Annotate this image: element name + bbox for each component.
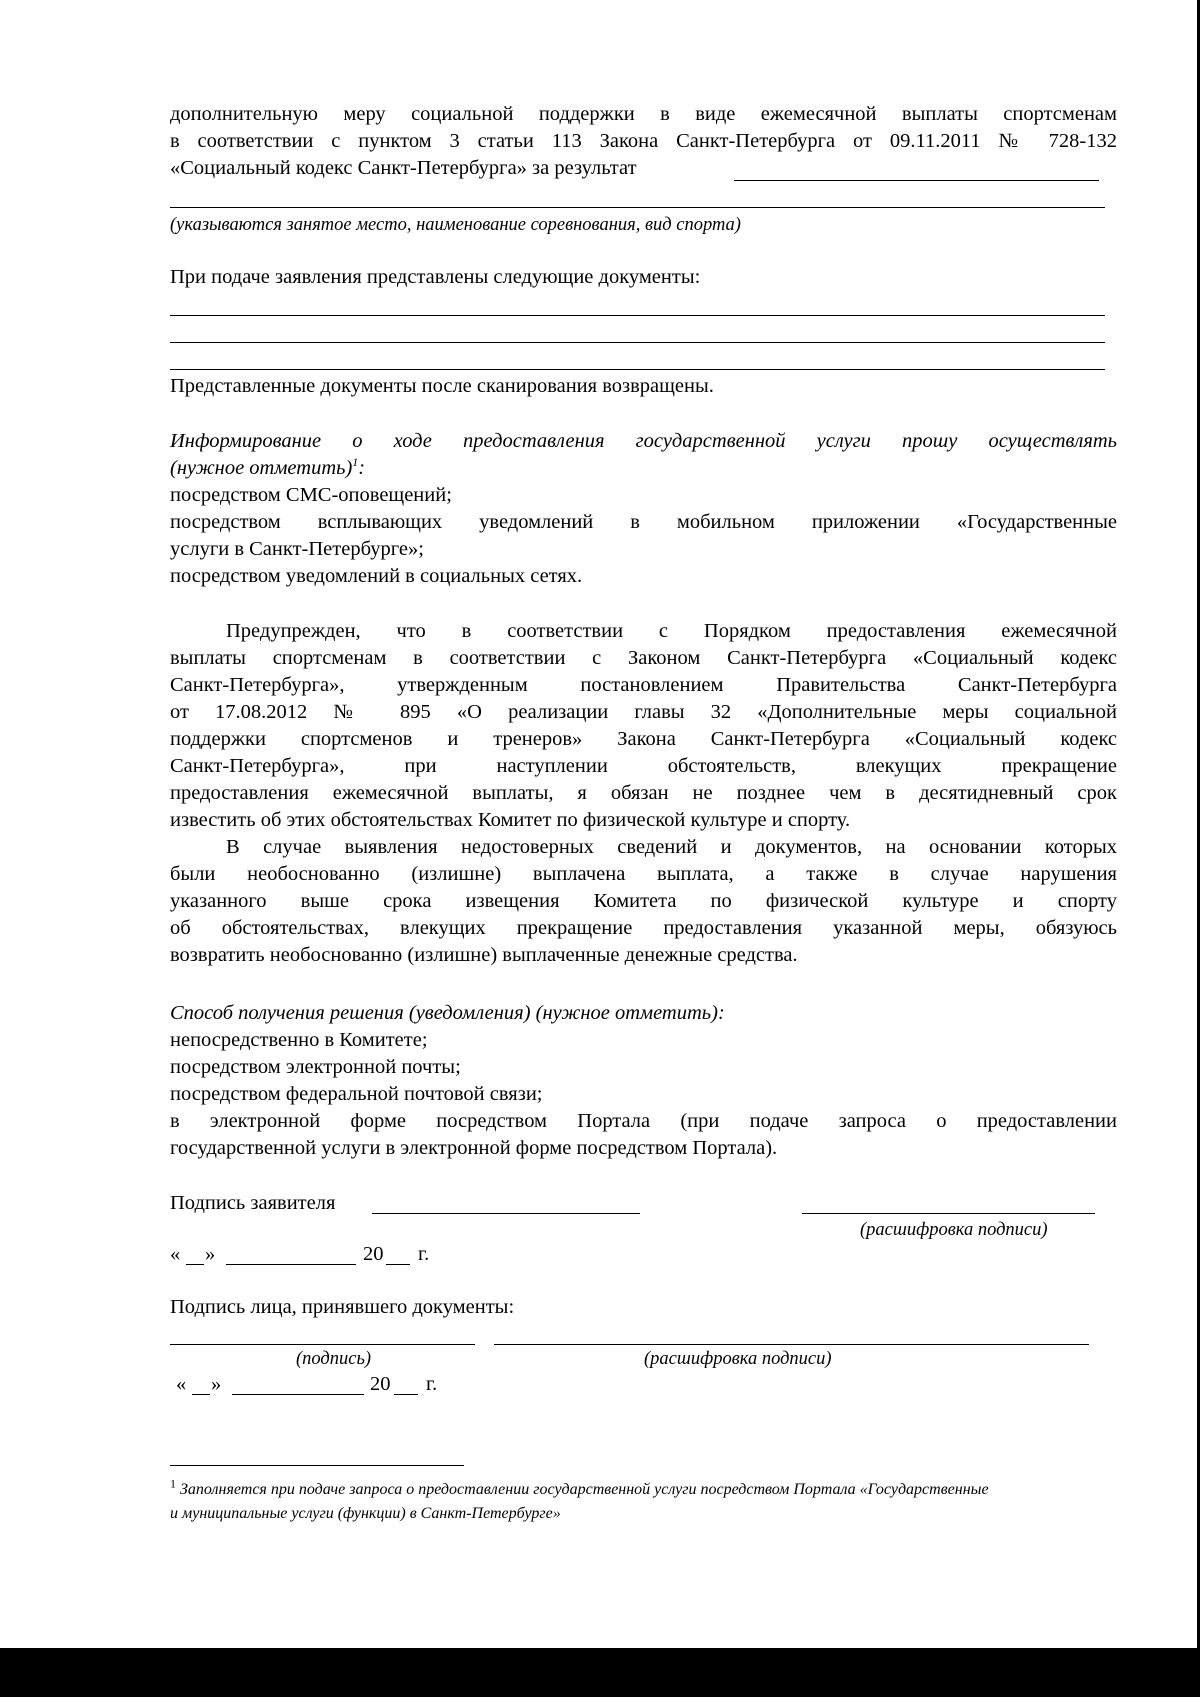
applicant-year-prefix: 20 <box>363 1243 384 1265</box>
intro-line-2: в соответствии с пунктом 3 статьи 113 Закона Санкт-Петербурга от 09.11.2011 № 728-132 <box>170 130 1117 152</box>
receipt-option-portal-2: государственной услуги в электронной форме посредством Портала). <box>170 1137 778 1159</box>
inform-option-push[interactable]: посредством всплывающих уведомлений в мобильном приложении «Государственные <box>170 511 1117 533</box>
docs-line-3[interactable] <box>170 369 1105 370</box>
warning-line-2: выплаты спортсменам в соответствии с Законом Санкт-Петербурга «Социальный кодекс <box>170 647 1117 669</box>
scan-bottom-border <box>0 1648 1200 1697</box>
result-caption: (указываются занятое место, наименование соревнования, вид спорта) <box>170 215 741 235</box>
footnote-line-1 <box>170 1478 1117 1502</box>
applicant-decoding-caption: (расшифровка подписи) <box>860 1220 1048 1240</box>
applicant-date-open: « <box>170 1243 181 1265</box>
applicant-month-field[interactable] <box>226 1264 356 1265</box>
footnote-mark: 1 <box>170 1476 176 1491</box>
result-field-line[interactable] <box>734 180 1099 181</box>
inform-heading: Информирование о ходе предоставления государственной услуги прошу осуществлять <box>170 430 1117 452</box>
intro-line-3: «Социальный кодекс Санкт-Петербурга» за результат <box>170 157 637 179</box>
refund-line-4: об обстоятельствах, влекущих прекращение предоставления указанной меры, обязуюсь <box>170 917 1117 939</box>
intro-line-1: дополнительную меру социальной поддержки в виде ежемесячной выплаты спортсменам <box>170 103 1117 125</box>
docs-intro: При подаче заявления представлены следующие документы: <box>170 266 701 288</box>
receipt-heading: Способ получения решения (уведомления) (нужное отметить): <box>170 1002 725 1024</box>
receiver-day-field[interactable] <box>192 1394 210 1395</box>
refund-line-3: указанного выше срока извещения Комитета по физической культуре и спорту <box>170 890 1117 912</box>
warning-line-4: от 17.08.2012 № 895 «О реализации главы 32 «Дополнительные меры социальной <box>170 701 1117 723</box>
warning-line-8: известить об этих обстоятельствах Комитет по физической культуре и спорту. <box>170 809 851 831</box>
applicant-signature-line[interactable] <box>372 1213 640 1214</box>
applicant-decoding-line[interactable] <box>802 1213 1095 1214</box>
inform-option-sms[interactable]: посредством СМС-оповещений; <box>170 484 452 506</box>
warning-line-3: Санкт-Петербурга», утвержденным постановлением Правительства Санкт-Петербурга <box>170 674 1117 696</box>
receipt-option-committee[interactable]: непосредственно в Комитете; <box>170 1029 428 1051</box>
receiver-signature-line[interactable] <box>170 1344 475 1345</box>
docs-line-2[interactable] <box>170 342 1105 343</box>
result-field-line-2[interactable] <box>170 207 1105 208</box>
footnote-line-2: и муниципальные услуги (функции) в Санкт-Петербурге» <box>170 1505 561 1522</box>
refund-line-1: В случае выявления недостоверных сведений и документов, на основании которых <box>226 836 1117 858</box>
warning-line-6: Санкт-Петербурга», при наступлении обстоятельств, влекущих прекращение <box>170 755 1117 777</box>
receiver-date-open: « <box>176 1373 187 1395</box>
receiver-year-field[interactable] <box>394 1394 418 1395</box>
footnote-separator <box>170 1465 464 1466</box>
receiver-year-suffix: г. <box>426 1373 438 1395</box>
docs-returned: Представленные документы после сканирования возвращены. <box>170 375 714 397</box>
receipt-option-portal[interactable]: в электронной форме посредством Портала (при подаче запроса о предоставлении <box>170 1110 1117 1132</box>
warning-line-1: Предупрежден, что в соответствии с Порядком предоставления ежемесячной <box>226 620 1117 642</box>
receiver-label: Подпись лица, принявшего документы: <box>170 1296 515 1318</box>
inform-option-push-2: услуги в Санкт-Петербурге»; <box>170 538 424 560</box>
receiver-month-field[interactable] <box>232 1394 364 1395</box>
applicant-year-suffix: г. <box>418 1243 430 1265</box>
receiver-signature-caption: (подпись) <box>296 1349 372 1369</box>
refund-line-2: были необоснованно (излишне) выплачена выплата, а также в случае нарушения <box>170 863 1117 885</box>
inform-heading-2: (нужное отметить)$^1$: <box>170 455 366 479</box>
receiver-date-close: » <box>211 1373 222 1395</box>
receiver-year-prefix: 20 <box>370 1373 391 1395</box>
refund-line-5: возвратить необоснованно (излишне) выплаченные денежные средства. <box>170 944 798 966</box>
receipt-option-post[interactable]: посредством федеральной почтовой связи; <box>170 1083 543 1105</box>
applicant-day-field[interactable] <box>186 1264 204 1265</box>
warning-line-7: предоставления ежемесячной выплаты, я обязан не позднее чем в десятидневный срок <box>170 782 1117 804</box>
warning-line-5: поддержки спортсменов и тренеров» Закона Санкт-Петербурга «Социальный кодекс <box>170 728 1117 750</box>
receipt-option-email[interactable]: посредством электронной почты; <box>170 1056 461 1078</box>
applicant-date-close: » <box>205 1243 216 1265</box>
applicant-signature-label: Подпись заявителя <box>170 1192 336 1214</box>
docs-line-1[interactable] <box>170 315 1105 316</box>
receiver-decoding-caption: (расшифровка подписи) <box>644 1349 832 1369</box>
footnote-text-1: Заполняется при подаче запроса о предоставлении государственной услуги посредством Портала «Государственные <box>180 1481 989 1498</box>
applicant-year-field[interactable] <box>386 1264 410 1265</box>
inform-option-social[interactable]: посредством уведомлений в социальных сетях. <box>170 565 583 587</box>
receiver-decoding-line[interactable] <box>494 1344 1089 1345</box>
